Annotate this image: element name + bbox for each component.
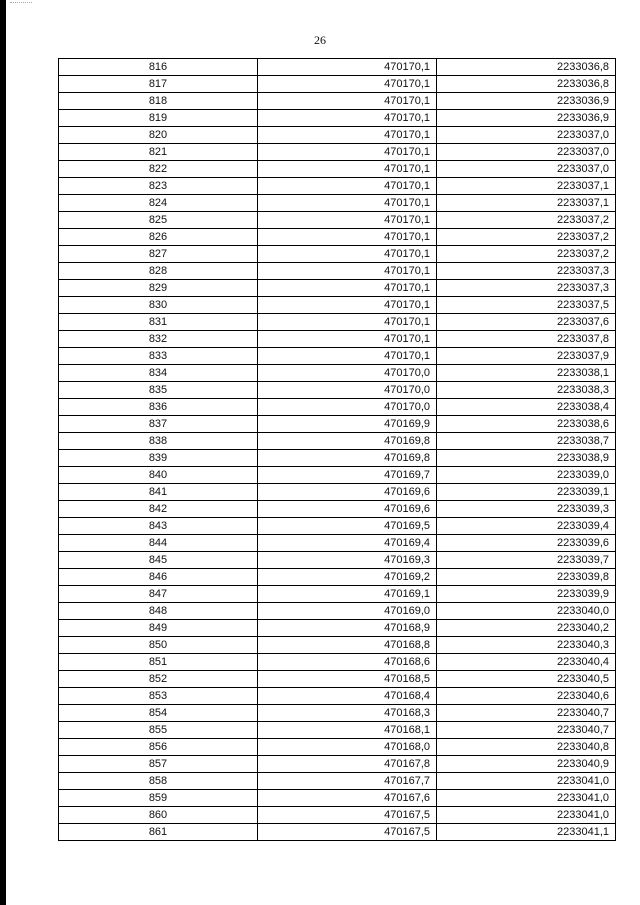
y-coordinate-cell: 2233036,8 xyxy=(437,76,616,93)
y-coordinate-cell: 2233041,0 xyxy=(437,773,616,790)
y-coordinate-cell: 2233040,6 xyxy=(437,688,616,705)
x-coordinate-cell: 470168,6 xyxy=(258,654,437,671)
point-number-cell: 859 xyxy=(59,790,258,807)
y-coordinate-cell: 2233038,4 xyxy=(437,399,616,416)
table-row xyxy=(59,603,616,620)
table-row xyxy=(59,59,616,76)
x-coordinate-cell: 470169,5 xyxy=(258,518,437,535)
x-coordinate-cell: 470168,3 xyxy=(258,705,437,722)
x-coordinate-cell: 470170,1 xyxy=(258,348,437,365)
point-number-cell: 830 xyxy=(59,297,258,314)
page-left-edge xyxy=(0,0,6,905)
x-coordinate-cell: 470169,8 xyxy=(258,433,437,450)
point-number-cell: 822 xyxy=(59,161,258,178)
point-number-cell: 834 xyxy=(59,365,258,382)
point-number-cell: 848 xyxy=(59,603,258,620)
table-row xyxy=(59,586,616,603)
table-row xyxy=(59,518,616,535)
point-number-cell: 853 xyxy=(59,688,258,705)
table-row xyxy=(59,450,616,467)
point-number-cell: 816 xyxy=(59,59,258,76)
table-row xyxy=(59,195,616,212)
table-row xyxy=(59,365,616,382)
y-coordinate-cell: 2233037,1 xyxy=(437,195,616,212)
point-number-cell: 818 xyxy=(59,93,258,110)
table-row xyxy=(59,76,616,93)
table-row xyxy=(59,433,616,450)
x-coordinate-cell: 470167,5 xyxy=(258,807,437,824)
point-number-cell: 837 xyxy=(59,416,258,433)
scan-artifact xyxy=(10,2,32,6)
table-row xyxy=(59,144,616,161)
table-row xyxy=(59,535,616,552)
table-row xyxy=(59,280,616,297)
table-row xyxy=(59,688,616,705)
table-row xyxy=(59,807,616,824)
x-coordinate-cell: 470170,0 xyxy=(258,365,437,382)
x-coordinate-cell: 470170,0 xyxy=(258,399,437,416)
y-coordinate-cell: 2233038,7 xyxy=(437,433,616,450)
point-number-cell: 826 xyxy=(59,229,258,246)
y-coordinate-cell: 2233041,0 xyxy=(437,790,616,807)
point-number-cell: 840 xyxy=(59,467,258,484)
table-row xyxy=(59,824,616,841)
page-number: 26 xyxy=(314,33,326,47)
point-number-cell: 831 xyxy=(59,314,258,331)
y-coordinate-cell: 2233041,1 xyxy=(437,824,616,841)
point-number-cell: 851 xyxy=(59,654,258,671)
point-number-cell: 849 xyxy=(59,620,258,637)
y-coordinate-cell: 2233040,2 xyxy=(437,620,616,637)
y-coordinate-cell: 2233039,8 xyxy=(437,569,616,586)
point-number-cell: 821 xyxy=(59,144,258,161)
x-coordinate-cell: 470169,0 xyxy=(258,603,437,620)
y-coordinate-cell: 2233040,0 xyxy=(437,603,616,620)
table-row xyxy=(59,331,616,348)
point-number-cell: 839 xyxy=(59,450,258,467)
table-row xyxy=(59,756,616,773)
x-coordinate-cell: 470167,5 xyxy=(258,824,437,841)
x-coordinate-cell: 470170,1 xyxy=(258,263,437,280)
table-row xyxy=(59,637,616,654)
x-coordinate-cell: 470170,1 xyxy=(258,297,437,314)
y-coordinate-cell: 2233036,9 xyxy=(437,110,616,127)
x-coordinate-cell: 470169,3 xyxy=(258,552,437,569)
y-coordinate-cell: 2233036,9 xyxy=(437,93,616,110)
x-coordinate-cell: 470169,6 xyxy=(258,484,437,501)
y-coordinate-cell: 2233039,3 xyxy=(437,501,616,518)
y-coordinate-cell: 2233040,4 xyxy=(437,654,616,671)
y-coordinate-cell: 2233037,1 xyxy=(437,178,616,195)
point-number-cell: 841 xyxy=(59,484,258,501)
point-number-cell: 838 xyxy=(59,433,258,450)
x-coordinate-cell: 470170,1 xyxy=(258,161,437,178)
table-row xyxy=(59,569,616,586)
table-row xyxy=(59,790,616,807)
table-row xyxy=(59,399,616,416)
x-coordinate-cell: 470168,0 xyxy=(258,739,437,756)
y-coordinate-cell: 2233039,4 xyxy=(437,518,616,535)
table-row xyxy=(59,467,616,484)
table-row xyxy=(59,263,616,280)
x-coordinate-cell: 470169,2 xyxy=(258,569,437,586)
coordinates-table xyxy=(58,58,616,841)
y-coordinate-cell: 2233038,9 xyxy=(437,450,616,467)
point-number-cell: 855 xyxy=(59,722,258,739)
table-row xyxy=(59,722,616,739)
x-coordinate-cell: 470170,1 xyxy=(258,246,437,263)
point-number-cell: 844 xyxy=(59,535,258,552)
x-coordinate-cell: 470170,1 xyxy=(258,212,437,229)
x-coordinate-cell: 470168,8 xyxy=(258,637,437,654)
x-coordinate-cell: 470167,7 xyxy=(258,773,437,790)
x-coordinate-cell: 470168,4 xyxy=(258,688,437,705)
point-number-cell: 832 xyxy=(59,331,258,348)
y-coordinate-cell: 2233037,8 xyxy=(437,331,616,348)
x-coordinate-cell: 470170,1 xyxy=(258,93,437,110)
table-row xyxy=(59,161,616,178)
table-row xyxy=(59,93,616,110)
table-row xyxy=(59,110,616,127)
x-coordinate-cell: 470170,1 xyxy=(258,59,437,76)
table-row xyxy=(59,654,616,671)
y-coordinate-cell: 2233037,5 xyxy=(437,297,616,314)
x-coordinate-cell: 470170,0 xyxy=(258,382,437,399)
point-number-cell: 845 xyxy=(59,552,258,569)
x-coordinate-cell: 470170,1 xyxy=(258,144,437,161)
point-number-cell: 823 xyxy=(59,178,258,195)
y-coordinate-cell: 2233039,0 xyxy=(437,467,616,484)
x-coordinate-cell: 470169,8 xyxy=(258,450,437,467)
table-row xyxy=(59,314,616,331)
y-coordinate-cell: 2233039,1 xyxy=(437,484,616,501)
table-row xyxy=(59,127,616,144)
y-coordinate-cell: 2233040,7 xyxy=(437,705,616,722)
table-row xyxy=(59,671,616,688)
x-coordinate-cell: 470170,1 xyxy=(258,76,437,93)
x-coordinate-cell: 470170,1 xyxy=(258,314,437,331)
table-row xyxy=(59,620,616,637)
y-coordinate-cell: 2233038,1 xyxy=(437,365,616,382)
x-coordinate-cell: 470169,9 xyxy=(258,416,437,433)
y-coordinate-cell: 2233037,0 xyxy=(437,144,616,161)
y-coordinate-cell: 2233040,3 xyxy=(437,637,616,654)
x-coordinate-cell: 470170,1 xyxy=(258,195,437,212)
point-number-cell: 827 xyxy=(59,246,258,263)
point-number-cell: 833 xyxy=(59,348,258,365)
point-number-cell: 843 xyxy=(59,518,258,535)
table-row xyxy=(59,297,616,314)
y-coordinate-cell: 2233040,8 xyxy=(437,739,616,756)
point-number-cell: 817 xyxy=(59,76,258,93)
point-number-cell: 857 xyxy=(59,756,258,773)
y-coordinate-cell: 2233037,3 xyxy=(437,280,616,297)
point-number-cell: 824 xyxy=(59,195,258,212)
x-coordinate-cell: 470170,1 xyxy=(258,229,437,246)
coordinates-table-body xyxy=(59,59,616,841)
point-number-cell: 852 xyxy=(59,671,258,688)
table-row xyxy=(59,229,616,246)
point-number-cell: 854 xyxy=(59,705,258,722)
x-coordinate-cell: 470168,1 xyxy=(258,722,437,739)
point-number-cell: 846 xyxy=(59,569,258,586)
point-number-cell: 856 xyxy=(59,739,258,756)
point-number-cell: 861 xyxy=(59,824,258,841)
table-row xyxy=(59,773,616,790)
point-number-cell: 825 xyxy=(59,212,258,229)
y-coordinate-cell: 2233038,6 xyxy=(437,416,616,433)
point-number-cell: 847 xyxy=(59,586,258,603)
x-coordinate-cell: 470170,1 xyxy=(258,280,437,297)
table-row xyxy=(59,416,616,433)
table-row xyxy=(59,552,616,569)
point-number-cell: 820 xyxy=(59,127,258,144)
point-number-cell: 842 xyxy=(59,501,258,518)
x-coordinate-cell: 470169,6 xyxy=(258,501,437,518)
y-coordinate-cell: 2233039,7 xyxy=(437,552,616,569)
table-row xyxy=(59,246,616,263)
x-coordinate-cell: 470167,8 xyxy=(258,756,437,773)
x-coordinate-cell: 470170,1 xyxy=(258,127,437,144)
x-coordinate-cell: 470168,5 xyxy=(258,671,437,688)
x-coordinate-cell: 470169,7 xyxy=(258,467,437,484)
table-row xyxy=(59,739,616,756)
y-coordinate-cell: 2233037,9 xyxy=(437,348,616,365)
x-coordinate-cell: 470168,9 xyxy=(258,620,437,637)
x-coordinate-cell: 470170,1 xyxy=(258,178,437,195)
point-number-cell: 836 xyxy=(59,399,258,416)
point-number-cell: 858 xyxy=(59,773,258,790)
y-coordinate-cell: 2233041,0 xyxy=(437,807,616,824)
table-row xyxy=(59,501,616,518)
x-coordinate-cell: 470167,6 xyxy=(258,790,437,807)
point-number-cell: 829 xyxy=(59,280,258,297)
y-coordinate-cell: 2233037,2 xyxy=(437,246,616,263)
y-coordinate-cell: 2233037,2 xyxy=(437,229,616,246)
y-coordinate-cell: 2233040,5 xyxy=(437,671,616,688)
y-coordinate-cell: 2233037,3 xyxy=(437,263,616,280)
y-coordinate-cell: 2233038,3 xyxy=(437,382,616,399)
x-coordinate-cell: 470170,1 xyxy=(258,110,437,127)
table-row xyxy=(59,212,616,229)
point-number-cell: 828 xyxy=(59,263,258,280)
point-number-cell: 850 xyxy=(59,637,258,654)
point-number-cell: 819 xyxy=(59,110,258,127)
y-coordinate-cell: 2233039,9 xyxy=(437,586,616,603)
point-number-cell: 835 xyxy=(59,382,258,399)
y-coordinate-cell: 2233040,7 xyxy=(437,722,616,739)
table-row xyxy=(59,348,616,365)
point-number-cell: 860 xyxy=(59,807,258,824)
y-coordinate-cell: 2233040,9 xyxy=(437,756,616,773)
table-row xyxy=(59,484,616,501)
x-coordinate-cell: 470169,4 xyxy=(258,535,437,552)
x-coordinate-cell: 470170,1 xyxy=(258,331,437,348)
y-coordinate-cell: 2233036,8 xyxy=(437,59,616,76)
table-row xyxy=(59,382,616,399)
y-coordinate-cell: 2233037,6 xyxy=(437,314,616,331)
y-coordinate-cell: 2233037,0 xyxy=(437,161,616,178)
table-row xyxy=(59,178,616,195)
y-coordinate-cell: 2233037,0 xyxy=(437,127,616,144)
y-coordinate-cell: 2233037,2 xyxy=(437,212,616,229)
y-coordinate-cell: 2233039,6 xyxy=(437,535,616,552)
x-coordinate-cell: 470169,1 xyxy=(258,586,437,603)
table-row xyxy=(59,705,616,722)
